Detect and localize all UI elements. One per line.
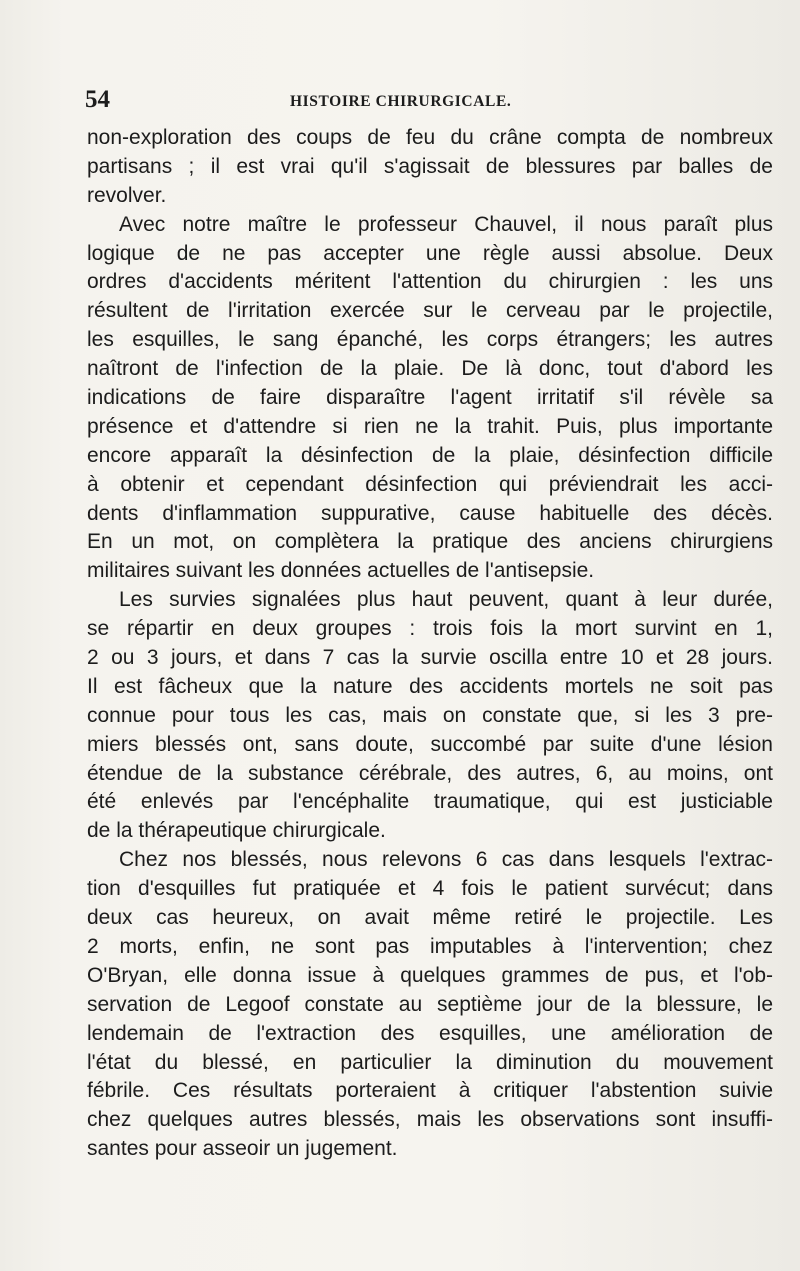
text-line: de la thérapeutique chirurgicale. [87, 819, 386, 843]
text-line: 2 ou 3 jours, et dans 7 cas la survie oscilla entre 10 et 28 jours. [87, 646, 773, 670]
text-line: logique de ne pas accepter une règle aussi absolue. Deux [87, 241, 773, 265]
text-line: se répartir en deux groupes : trois fois la mort survint en 1, [87, 617, 773, 641]
text-line: connue pour tous les cas, mais on constate que, si les 3 pre- [87, 703, 773, 727]
text-line: l'état du blessé, en particulier la diminution du mouvement [87, 1050, 773, 1074]
text-line: deux cas heureux, on avait même retiré le projectile. Les [87, 906, 773, 930]
text-line: ordres d'accidents méritent l'attention du chirurgien : les uns [87, 270, 773, 294]
page-number: 54 [85, 86, 110, 113]
text-line: étendue de la substance cérébrale, des autres, 6, au moins, ont [87, 761, 773, 785]
text-line: En un mot, on complètera la pratique des anciens chirurgiens [87, 530, 773, 554]
text-line: fébrile. Ces résultats porteraient à critiquer l'abstention suivie [87, 1079, 773, 1103]
text-line: partisans ; il est vrai qu'il s'agissait de blessures par balles de [87, 154, 773, 178]
text-line: indications de faire disparaître l'agent irritatif s'il révèle sa [87, 386, 773, 410]
text-line: lendemain de l'extraction des esquilles, une amélioration de [87, 1021, 773, 1045]
text-line: militaires suivant les données actuelles de l'antisepsie. [87, 559, 595, 583]
text-line: été enlevés par l'encéphalite traumatique, qui est justiciable [87, 790, 773, 814]
text-line: miers blessés ont, sans doute, succombé par suite d'une lésion [87, 732, 773, 756]
text-line: O'Bryan, elle donna issue à quelques grammes de pus, et l'ob- [87, 963, 773, 987]
text-line: dents d'inflammation suppurative, cause habituelle des décès. [87, 501, 773, 525]
running-head: HISTOIRE CHIRURGICALE. [290, 93, 512, 110]
text-line: tion d'esquilles fut pratiquée et 4 fois le patient survécut; dans [87, 877, 773, 901]
text-line: Les survies signalées plus haut peuvent, quant à leur durée, [119, 588, 773, 612]
text-line: Chez nos blessés, nous relevons 6 cas dans lesquels l'extrac- [119, 848, 773, 872]
body-text [87, 124, 773, 1164]
text-line: résultent de l'irritation exercée sur le cerveau par le projectile, [87, 299, 773, 323]
text-line: encore apparaît la désinfection de la plaie, désinfection difficile [87, 443, 773, 467]
text-line: à obtenir et cependant désinfection qui préviendrait les acci- [87, 472, 773, 496]
text-line: non-exploration des coups de feu du crâne compta de nombreux [87, 126, 773, 149]
text-line: Il est fâcheux que la nature des accidents mortels ne soit pas [87, 674, 773, 698]
text-line: Avec notre maître le professeur Chauvel, il nous paraît plus [119, 212, 773, 236]
text-line: revolver. [87, 183, 167, 207]
text-line: 2 morts, enfin, ne sont pas imputables à l'intervention; chez [87, 934, 773, 958]
page-header [85, 86, 775, 116]
text-line: chez quelques autres blessés, mais les observations sont insuffi- [87, 1108, 773, 1132]
text-line: naîtront de l'infection de la plaie. De là donc, tout d'abord les [87, 357, 773, 381]
text-line: présence et d'attendre si rien ne la trahit. Puis, plus importante [87, 414, 773, 438]
text-line: les esquilles, le sang épanché, les corps étrangers; les autres [87, 328, 773, 352]
text-line: servation de Legoof constate au septième jour de la blessure, le [87, 992, 773, 1016]
text-line: santes pour asseoir un jugement. [87, 1137, 398, 1161]
